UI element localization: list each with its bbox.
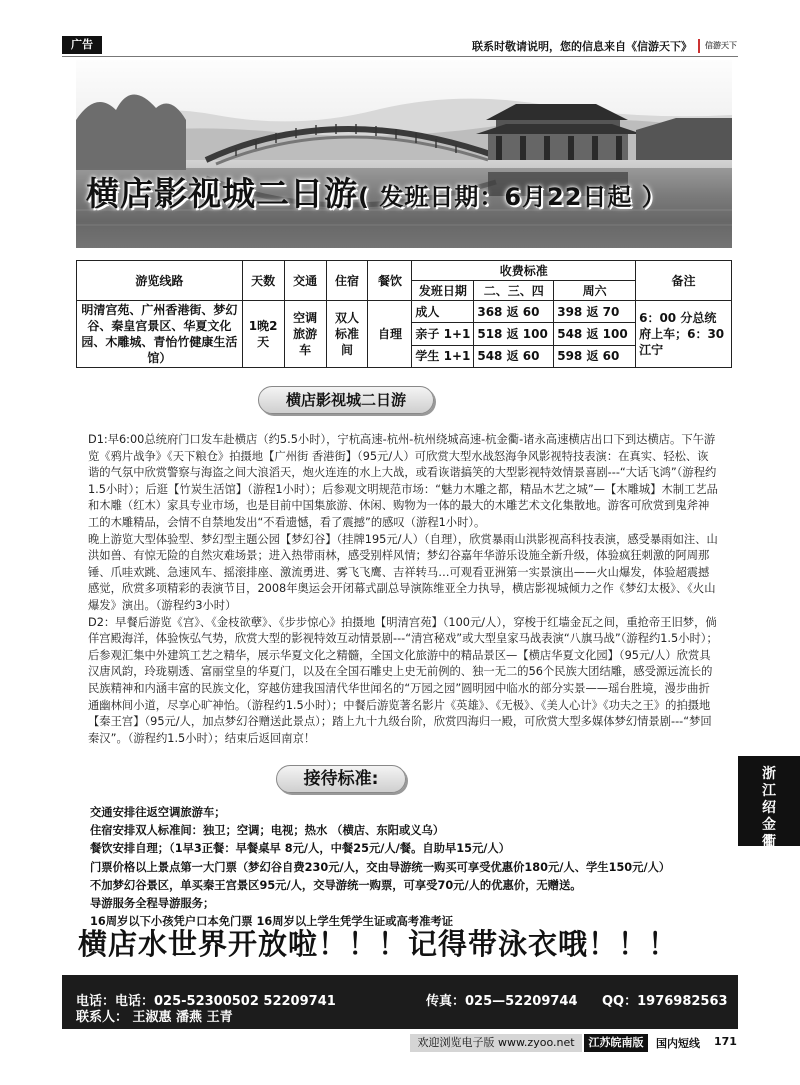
side-tab-char: 金 xyxy=(762,817,776,833)
standard-item: 门票价格以上景点第一大门票（梦幻谷自费230元/人，交由导游统一购买可享受优惠价180元/人、学生150元/人） xyxy=(90,860,671,874)
reception-standards xyxy=(90,804,730,931)
contact-fax: 传真：025—52209744 xyxy=(426,994,578,1009)
water-world-slogan: 横店水世界开放啦！！！记得带泳衣哦！！！ xyxy=(78,927,679,961)
itinerary-text xyxy=(88,432,718,747)
route-cell: 明清宫苑、广州香港街、梦幻谷、秦皇宫景区、华夏文化园、木雕城、青怡竹健康生活馆） xyxy=(77,301,243,368)
standard-item: 住宿安排双人标准间：独卫；空调；电视；热水 （横店、东阳或义乌） xyxy=(90,824,445,838)
remarks-cell: 6：00 分总统府上车；6：30 江宁 xyxy=(636,301,732,368)
row-saturday-price: 548 返 100 xyxy=(554,323,636,345)
footer-category: 国内短线 xyxy=(656,1037,700,1050)
row-saturday-price: 398 返 70 xyxy=(554,301,636,323)
standard-item: 不加梦幻谷景区，单买秦王宫景区95元/人，交导游统一购票，可享受70元/人的优惠价，无赠送。 xyxy=(90,878,582,892)
standard-item: 交通安排往返空调旅游车； xyxy=(90,806,226,819)
day2-paragraph: D2：早餐后游览《宫》、《金枝欲孽》、《步步惊心》拍摄地【明清宫苑】（100元/人），穿梭于红墙金瓦之间，重抢帝王旧梦，倘佯宫殿海洋，体验恢弘气势，欣赏大型的影视特效互动情景剧---“清宫秘戏”或大型皇家马战表演“八旗马战”（游程约1.5小时）；后参观汇集中外建筑工艺之精华，展示华夏文化之精髓，全国文化旅游中的精品景区—【横店华夏文化园】（95元/人）欣赏具汉唐风韵，玲珑剔透、富丽堂皇的华夏门，以及在全国石雕史上史无前例的、独一无二的56个民族大团结雕，感受源远流长的民族精神和内涵丰富的民族文化，穿越仿建我国清代华世闻名的“万园之园”圆明园中临水的部分实景——瑶台胜境，漫步曲折通幽林间小道，尽享心旷神怡。（游程约1.5小时）；中餐后游览著名影片《英雄》、《无极》、《美人心计》《功夫之王》的拍摄地【秦王宫】（95元/人，加点梦幻谷赠送此景点）；踏上九十九级台阶，欣赏四海归一殿，可欣赏大型多媒体梦幻情景剧---“梦回秦汉”。（游程约1.5小时）；结束后返回南京！ xyxy=(88,615,718,745)
header-remarks: 备注 xyxy=(636,261,732,301)
ad-tag: 广告 xyxy=(62,36,102,54)
itinerary-section-title: 横店影视城二日游 xyxy=(258,386,434,414)
header-transport: 交通 xyxy=(284,261,326,301)
day1-night-paragraph: 晚上游览大型体验型、梦幻型主题公园【梦幻谷】（挂牌195元/人）（自理），欣赏暴雨山洪影视高科技表演，感受暴雨如注、山洪如兽、有惊无险的自然灾难场景；进入热带雨林，感受别样风情；梦幻谷嘉年华游乐设施全新升级，体验疯狂刺激的阿周那锤、爪哇欢跳、急速风车、摇滚排座、激流勇进、雾飞飞鹰、吉祥转马…可观看亚洲第一实景演出——火山爆发，体验超震撼感觉，欣赏多项精彩的表演节目，2008年奥运会开闭幕式副总导演陈维亚全力执导，横店影视城倾力之作《梦幻太极》、《火山爆发》演出。（游程约3小时） xyxy=(88,532,718,612)
source-note: 联系时敬请说明，您的信息来自《信游天下》 xyxy=(472,40,692,53)
banner-title-date: ( 发班日期：6月22日起 ） xyxy=(358,183,667,211)
header-weekday: 二、三、四 xyxy=(474,281,554,301)
header-meals: 餐饮 xyxy=(368,261,412,301)
row-type: 学生 1+1 xyxy=(412,345,474,367)
publisher-logo: 信游天下 xyxy=(698,39,742,53)
price-table xyxy=(76,260,732,368)
top-bar xyxy=(0,36,800,56)
header-days: 天数 xyxy=(242,261,284,301)
row-type: 亲子 1+1 xyxy=(412,323,474,345)
row-weekday-price: 518 返 100 xyxy=(474,323,554,345)
standard-item: 餐饮安排自理；（1早3正餐：早餐桌早 8元/人，中餐25元/人/餐。自助早15元/人） xyxy=(90,842,511,856)
header-departure: 发班日期 xyxy=(412,281,474,301)
row-saturday-price: 598 返 60 xyxy=(554,345,636,367)
header-saturday: 周六 xyxy=(554,281,636,301)
page-footer xyxy=(410,1033,738,1053)
page-number: 171 xyxy=(714,1035,737,1048)
footer-welcome: 欢迎浏览电子版 www.zyoo.net xyxy=(410,1034,582,1052)
banner-title-main: 横店影视城二日游 xyxy=(86,174,358,213)
standard-item: 16周岁以下小孩凭户口本免门票 16周岁以上学生凭学生证或高考准考证 xyxy=(90,915,453,929)
side-tab-char: 绍 xyxy=(762,800,776,816)
side-tab-char: 浙 xyxy=(762,766,776,782)
transport-cell: 空调旅游车 xyxy=(284,301,326,368)
row-weekday-price: 368 返 60 xyxy=(474,301,554,323)
header-route: 游览线路 xyxy=(77,261,243,301)
banner-title xyxy=(86,168,667,215)
meals-cell: 自理 xyxy=(368,301,412,368)
region-side-tab xyxy=(738,756,800,850)
header-lodging: 住宿 xyxy=(326,261,368,301)
side-tab-char: 江 xyxy=(762,783,776,799)
lodging-cell: 双人标准间 xyxy=(326,301,368,368)
footer-edition: 江苏皖南版 xyxy=(584,1034,648,1052)
contact-bar xyxy=(62,975,738,1029)
standards-section-title: 接待标准: xyxy=(276,765,406,793)
row-weekday-price: 548 返 60 xyxy=(474,345,554,367)
days-cell: 1晚2天 xyxy=(242,301,284,368)
bridge-pavilion-illustration xyxy=(76,60,732,248)
contact-people: 联系人： 王淑惠 潘燕 王青 xyxy=(76,1010,233,1025)
standard-item: 导游服务全程导游服务； xyxy=(90,897,215,911)
top-divider xyxy=(62,56,738,57)
header-fee: 收费标准 xyxy=(412,261,636,281)
row-type: 成人 xyxy=(412,301,474,323)
side-tab-char: 衢 xyxy=(762,834,776,850)
contact-qq: QQ：1976982563 xyxy=(602,994,728,1009)
hero-banner xyxy=(76,60,732,248)
day1-paragraph: D1:早6:00总统府门口发车赴横店（约5.5小时），宁杭高速-杭州-杭州绕城高速-杭金衢-诸永高速横店出口下到达横店。下午游览《鸦片战争》《天下粮仓》拍摄地【广州街 香港街】（95元/人）可欣赏大型水战怒海争风影视特技表演：在真实、轻松、诙谐的气氛中欣赏警察与海盗之间大浪滔天，炮火连连的水上大战，或看诙谐搞笑的大型影视特效情景喜剧---“大话飞鸿”（游程约1.5小时）；后逛【竹炭生活馆】（游程1小时）；后参观文明规范市场：“魅力木雕之都，精品木艺之城”—【木雕城】木制工艺品和木雕（红木）家具专业市场，也是目前中国集旅游、休闲、购物为一体的最大的木雕艺术文化集散地。游客可欣赏到鬼斧神工的木雕精品，会情不自禁地发出“不看遗憾，看了震撼”的感叹（游程1小时）。 xyxy=(88,433,718,529)
contact-phone: 电话：电话：025-52300502 52209741 xyxy=(76,994,336,1009)
